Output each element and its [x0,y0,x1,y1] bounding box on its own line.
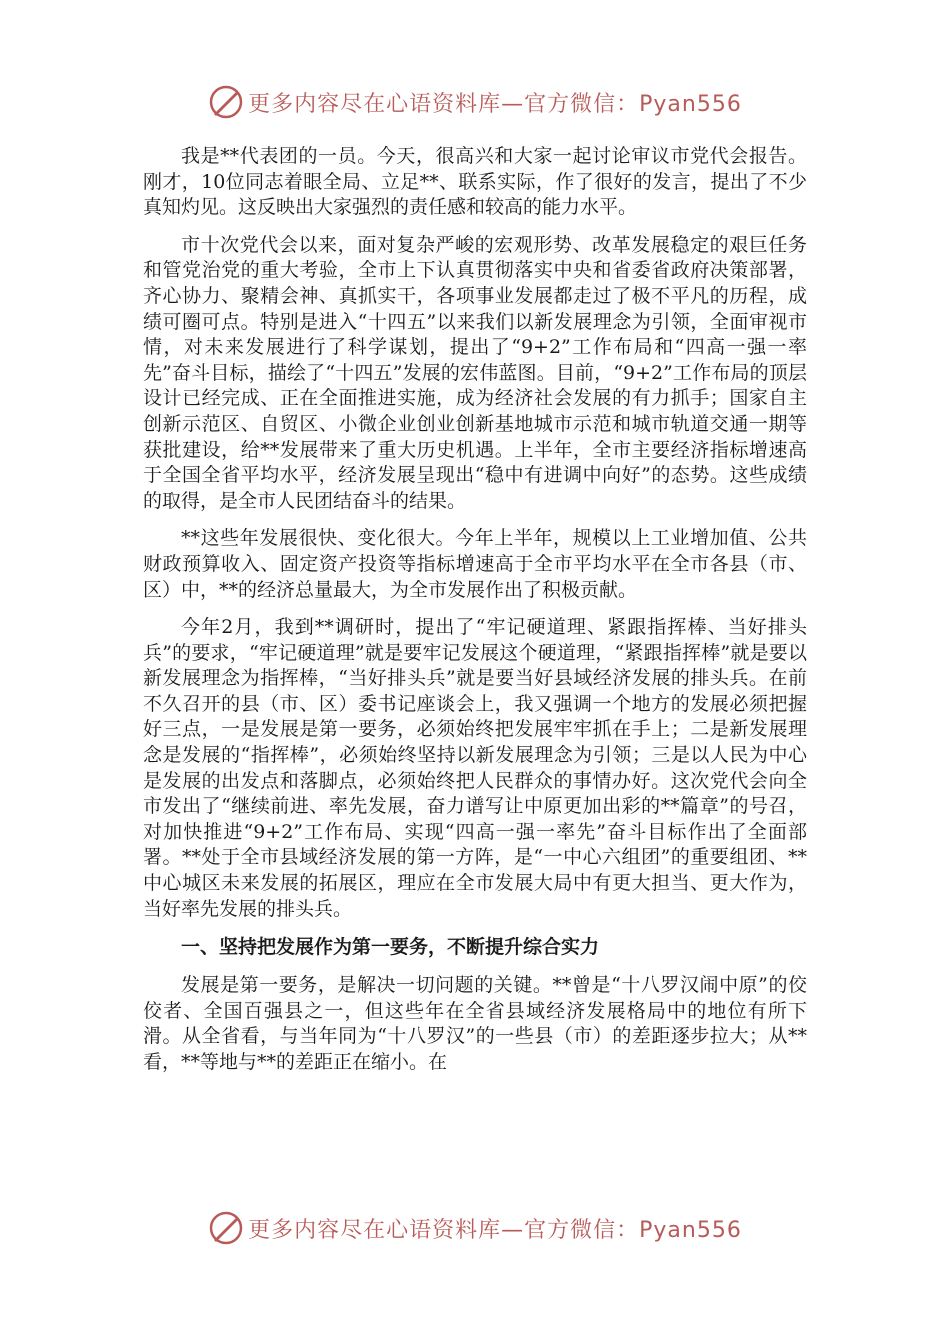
paragraph-3: **这些年发展很快、变化很大。今年上半年，规模以上工业增加值、公共财政预算收入、固定资产投资等指标增速高于全市平均水平在全市各县（市、区）中，**的经济总量最大，为全市发展作出了积极贡献。 [143,527,807,601]
pen-logo-icon [208,1210,244,1246]
document-body [143,144,807,1088]
pen-logo-icon [208,84,244,120]
watermark-text: 更多内容尽在心语资料库—官方微信：Pyan556 [248,91,742,117]
watermark-footer [0,1208,950,1248]
paragraph-2: 市十次党代会以来，面对复杂严峻的宏观形势、改革发展稳定的艰巨任务和管党治党的重大考验，全市上下认真贯彻落实中央和省委省政府决策部署，齐心协力、聚精会神、真抓实干，各项事业发展都走过了极不平凡的历程，成绩可圈可点。特别是进入“十四五”以来我们以新发展理念为引领，全面审视市情，对未来发展进行了科学谋划，提出了“9+2”工作布局和“四高一强一率先”奋斗目标，描绘了“十四五”发展的宏伟蓝图。目前，“9+2”工作布局的顶层设计已经完成、正在全面推进实施，成为经济社会发展的有力抓手；国家自主创新示范区、自贸区、小微企业创业创新基地城市示范和城市轨道交通一期等获批建设，给**发展带来了重大历史机遇。上半年，全市主要经济指标增速高于全国全省平均水平，经济发展呈现出“稳中有进调中向好”的态势。这些成绩的取得，是全市人民团结奋斗的结果。 [143,233,807,512]
section-heading: 一、坚持把发展作为第一要务，不断提升综合实力 [181,936,600,959]
paragraph-5: 发展是第一要务，是解决一切问题的关键。**曾是“十八罗汉闹中原”的佼佼者、全国百强县之一，但这些年在全省县域经济发展格局中的地位有所下滑。从全省看，与当年同为“十八罗汉”的一些县（市）的差距逐步拉大；从**看，**等地与**的差距正在缩小。在 [143,974,807,1073]
watermark-header [0,82,950,122]
paragraph-1: 我是**代表团的一员。今天，很高兴和大家一起讨论审议市党代会报告。刚才，10位同志着眼全局、立足**、联系实际，作了很好的发言，提出了不少真知灼见。这反映出大家强烈的责任感和较高的能力水平。 [143,145,807,219]
paragraph-4: 今年2月，我到**调研时，提出了“牢记硬道理、紧跟指挥棒、当好排头兵”的要求，“牢记硬道理”就是要牢记发展这个硬道理，“紧跟指挥棒”就是要以新发展理念为指挥棒，“当好排头兵”就是要当好县域经济发展的排头兵。在前不久召开的县（市、区）委书记座谈会上，我又强调一个地方的发展必须把握好三点，一是发展是第一要务，必须始终把发展牢牢抓在手上；二是新发展理念是发展的“指挥棒”，必须始终坚持以新发展理念为引领；三是以人民为中心是发展的出发点和落脚点，必须始终把人民群众的事情办好。这次党代会向全市发出了“继续前进、率先发展，奋力谱写让中原更加出彩的**篇章”的号召，对加快推进“9+2”工作布局、实现“四高一强一率先”奋斗目标作出了全面部署。**处于全市县域经济发展的第一方阵，是“一中心六组团”的重要组团、**中心城区未来发展的拓展区，理应在全市发展大局中有更大担当、更大作为，当好率先发展的排头兵。 [143,616,807,920]
watermark-text: 更多内容尽在心语资料库—官方微信：Pyan556 [248,1217,742,1243]
